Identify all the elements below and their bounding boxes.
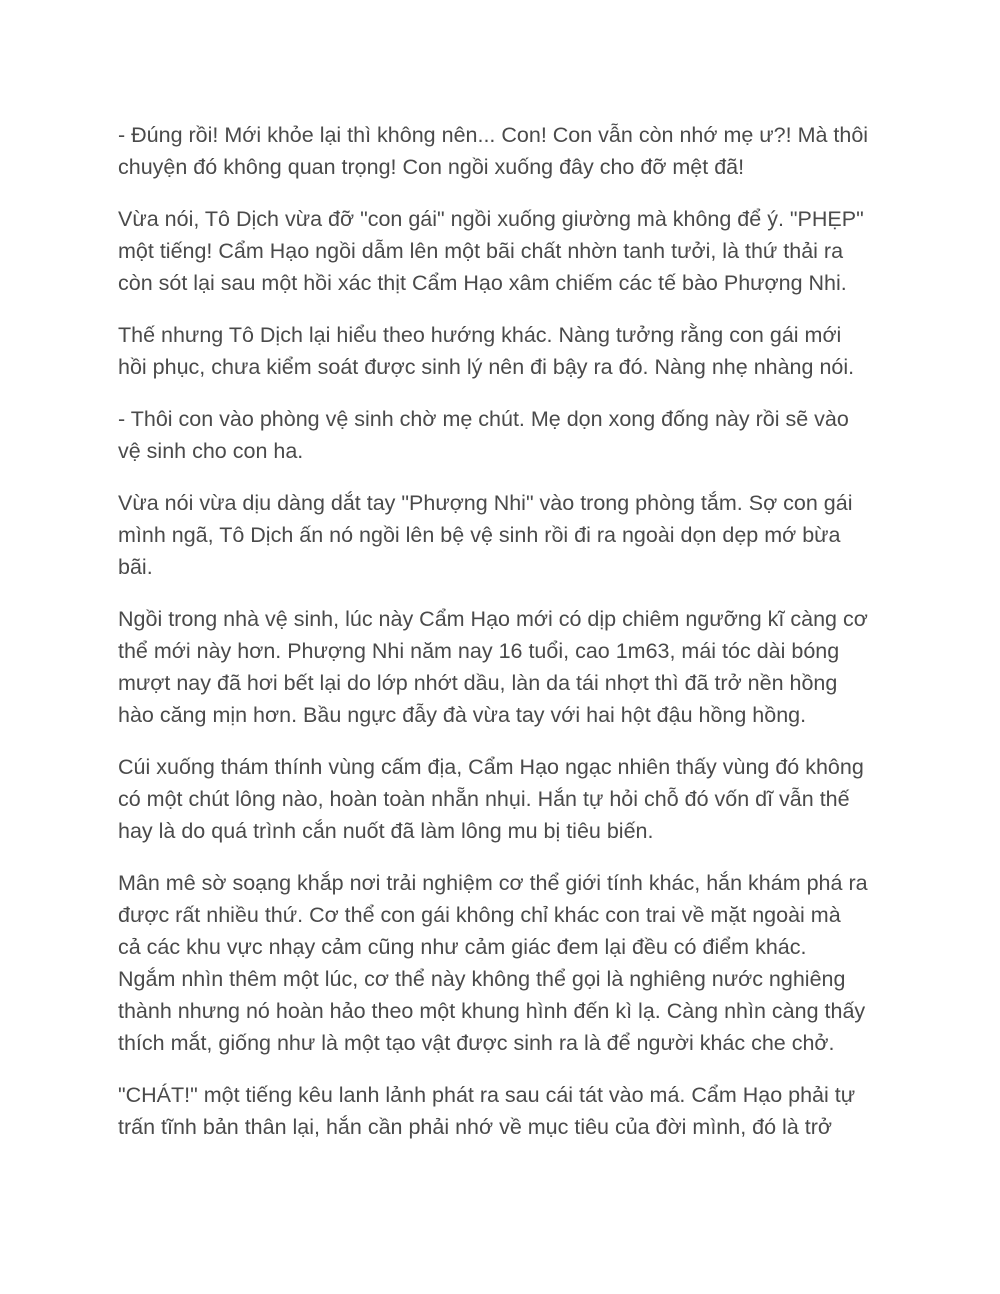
paragraph-9: "CHÁT!" một tiếng kêu lanh lảnh phát ra sau cái tát vào má. Cẩm Hạo phải tự trấn tĩnh bản thân lại, hắn cần phải nhớ về mục tiêu của đời mình, đó là trở xyxy=(118,1083,856,1139)
paragraph-8: Mân mê sờ soạng khắp nơi trải nghiệm cơ thể giới tính khác, hắn khám phá ra được rất nhiều thứ. Cơ thể con gái không chỉ khác con trai về mặt ngoài mà cả các khu vực nhạy cảm cũng như cảm giác đem lại đều có điểm khác. Ngắm nhìn thêm một lúc, cơ thể này không thể gọi là nghiêng nước nghiêng thành nhưng nó hoàn hảo theo một khung hình đến kì lạ. Càng nhìn càng thấy thích mắt, giống như là một tạo vật được sinh ra là để người khác che chở. xyxy=(118,871,868,1055)
paragraph-1: - Đúng rồi! Mới khỏe lại thì không nên... Con! Con vẫn còn nhớ mẹ ư?! Mà thôi chuyện đó không quan trọng! Con ngồi xuống đây cho đỡ mệt đã! xyxy=(118,123,869,179)
paragraph-2: Vừa nói, Tô Dịch vừa đỡ "con gái" ngồi xuống giường mà không để ý. "PHẸP" một tiếng! Cẩm Hạo ngồi dẫm lên một bãi chất nhờn tanh tưởi, là thứ thải ra còn sót lại sau một hồi xác thịt Cẩm Hạo xâm chiếm các tế bào Phượng Nhi. xyxy=(118,207,864,295)
paragraph-4: - Thôi con vào phòng vệ sinh chờ mẹ chút. Mẹ dọn xong đống này rồi sẽ vào vệ sinh cho con ha. xyxy=(118,407,849,463)
document-page xyxy=(118,119,888,1163)
paragraph-5: Vừa nói vừa dịu dàng dắt tay "Phượng Nhi" vào trong phòng tắm. Sợ con gái mình ngã, Tô Dịch ấn nó ngồi lên bệ vệ sinh rồi đi ra ngoài dọn dẹp mớ bừa bãi. xyxy=(118,491,853,579)
paragraph-6: Ngồi trong nhà vệ sinh, lúc này Cẩm Hạo mới có dịp chiêm ngưỡng kĩ càng cơ thể mới này hơn. Phượng Nhi năm nay 16 tuổi, cao 1m63, mái tóc dài bóng mượt nay đã hơi bết lại do lớp nhớt dầu, làn da tái nhợt thì đã trở nền hồng hào căng mịn hơn. Bầu ngực đẫy đà vừa tay với hai hột đậu hồng hồng. xyxy=(118,607,868,727)
paragraph-3: Thế nhưng Tô Dịch lại hiểu theo hướng khác. Nàng tưởng rằng con gái mới hồi phục, chưa kiểm soát được sinh lý nên đi bậy ra đó. Nàng nhẹ nhàng nói. xyxy=(118,323,855,379)
paragraph-7: Cúi xuống thám thính vùng cấm địa, Cẩm Hạo ngạc nhiên thấy vùng đó không có một chút lông nào, hoàn toàn nhẵn nhụi. Hắn tự hỏi chỗ đó vốn dĩ vẫn thế hay là do quá trình cắn nuốt đã làm lông mu bị tiêu biến. xyxy=(118,755,864,843)
